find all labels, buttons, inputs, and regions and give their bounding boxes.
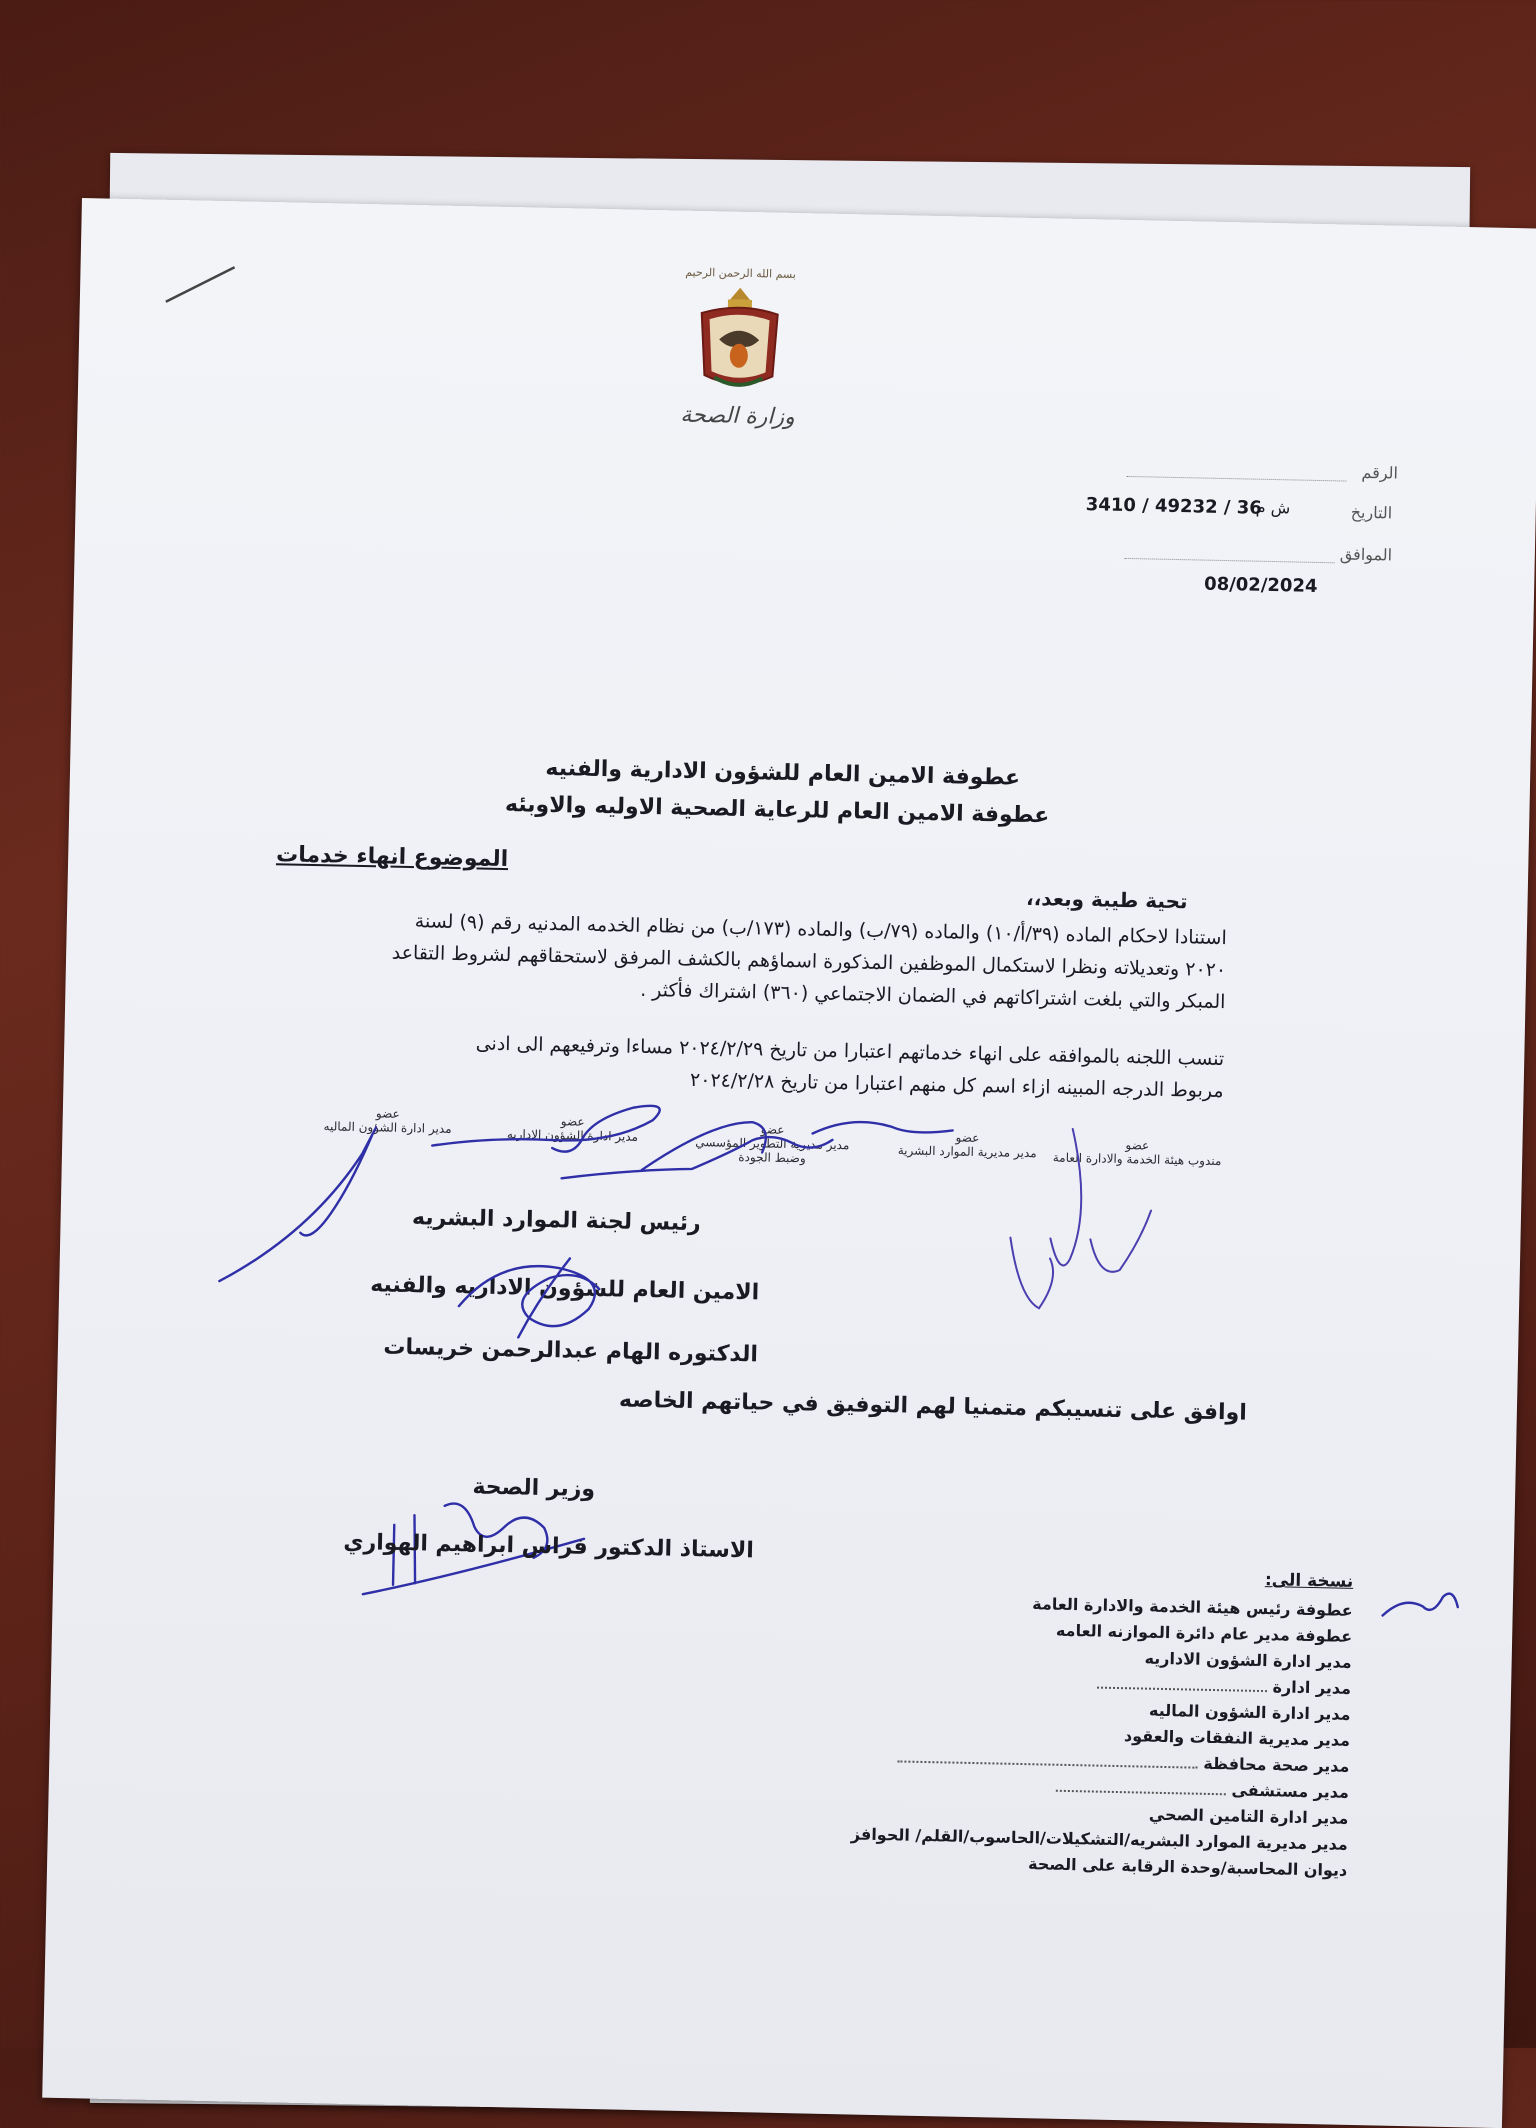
secretary-general-title: الامين العام للشؤون الاداريه والفنيه	[369, 1272, 760, 1306]
date-label: التاريخ	[1350, 502, 1393, 523]
cc-item: مدير مستشفى	[899, 1770, 1349, 1805]
committee-title: مدير مديرية التطوير المؤسسي وضبط الجودة	[695, 1135, 850, 1166]
corresponding-label: الموافق	[1339, 544, 1393, 565]
paragraph-1-line-2: ٢٠٢٠ وتعديلاته ونظرا لاستكمال الموظفين المذكورة اسماؤهم بالكشف المرفق لاستحقاقهم لشروط التقاعد	[391, 941, 1227, 982]
cc-item: مدير مديرية النفقات والعقود	[1123, 1726, 1351, 1750]
cc-item: ديوان المحاسبة/وحدة الرقابة على الصحة	[1027, 1854, 1348, 1880]
committee-title: مدير مديرية الموارد البشرية	[897, 1143, 1037, 1161]
pen-stroke-mark	[160, 260, 241, 312]
committee-role: عضو	[375, 1106, 400, 1121]
secretary-general-name: الدكتوره الهام عبدالرحمن خريسات	[383, 1334, 759, 1368]
cc-initial-signature	[1372, 1575, 1463, 1637]
committee-role: عضو	[955, 1130, 980, 1145]
minister-name: الاستاذ الدكتور فراس ابراهيم الهواري	[343, 1529, 755, 1564]
committee-role: عضو	[560, 1114, 585, 1129]
cc-list	[898, 1588, 1353, 1831]
committee-role: عضو	[760, 1122, 785, 1137]
cc-item: مدير ادارة	[901, 1666, 1351, 1701]
greeting: تحية طيبة وبعد،،	[1025, 885, 1188, 914]
subject-line: الموضوع انهاء خدمات	[275, 842, 509, 873]
committee-title: مدير ادارة الشؤون الاداريه	[506, 1127, 639, 1144]
emblem-block	[677, 266, 800, 430]
cc-label: نسخة الى:	[1264, 1570, 1354, 1592]
approval-note: اوافق على تنسيبكم متمنيا لهم التوفيق في حياتهم الخاصه	[618, 1387, 1248, 1426]
date-value: 08/02/2024	[1203, 573, 1318, 597]
paragraph-2-line-1: تنسب اللجنه بالموافقه على انهاء خدماتهم اعتبارا من تاريخ ٢٠٢٤/٢/٢٩ مساءا وترفيعهم الى ادنى	[475, 1032, 1225, 1071]
cc-item: مدير مديرية الموارد البشريه/التشكيلات/الحاسوب/القلم/ الحوافز	[850, 1824, 1348, 1854]
minister-title: وزير الصحة	[472, 1474, 596, 1503]
ministry-name: وزارة الصحة	[680, 402, 796, 430]
cc-item: عطوفة مدير عام دائرة الموازنه العامه	[1055, 1620, 1353, 1646]
committee-title: مندوب هيئة الخدمة والادارة العامة	[1052, 1150, 1222, 1169]
paragraph-1-line-3: المبكر والتي بلغت اشتراكاتهم في الضمان الاجتماعي (٣٦٠) اشتراك فأكثر .	[639, 978, 1226, 1014]
cc-item: مدير ادارة التامين الصحي	[1148, 1804, 1349, 1828]
basmala-text: بسم الله الرحمن الرحيم	[685, 265, 796, 281]
letter-page	[42, 198, 1536, 2128]
committee-chair-title: رئيس لجنة الموارد البشريه	[411, 1205, 701, 1237]
ref-prefix: ش م	[1255, 497, 1291, 518]
ref-number: 3410 / 49232 / 36	[1085, 494, 1262, 519]
addressee-2: عطوفة الامين العام للرعاية الصحية الاوليه والاوبئه	[504, 791, 1050, 829]
cc-item: مدير ادارة الشؤون الاداريه	[1144, 1648, 1352, 1672]
paragraph-1-line-1: استنادا لاحكام الماده (٣٩/أ/١٠) والماده (٧٩/ب) والماده (١٧٣/ب) من نظام الخدمه المدنيه رقم (٩) لسنة	[414, 910, 1227, 950]
committee-role: عضو	[1125, 1138, 1150, 1153]
corresponding-dots	[1125, 558, 1335, 563]
paragraph-2-line-2: مربوط الدرجه المبينه ازاء اسم كل منهم اعتبارا من تاريخ ٢٠٢٤/٢/٢٨	[689, 1068, 1224, 1103]
ref-label: الرقم	[1361, 462, 1399, 483]
cc-item: مدير صحة محافظة	[899, 1744, 1349, 1779]
addressee-1: عطوفة الامين العام للشؤون الادارية والفنيه	[545, 755, 1021, 791]
committee-title: مدير ادارة الشؤون الماليه	[323, 1119, 452, 1136]
ref-dots	[1126, 476, 1346, 482]
cc-item: مدير ادارة الشؤون الماليه	[1148, 1700, 1351, 1724]
cc-item: عطوفة رئيس هيئة الخدمة والادارة العامة	[1032, 1594, 1353, 1620]
coat-of-arms-icon	[688, 279, 790, 401]
